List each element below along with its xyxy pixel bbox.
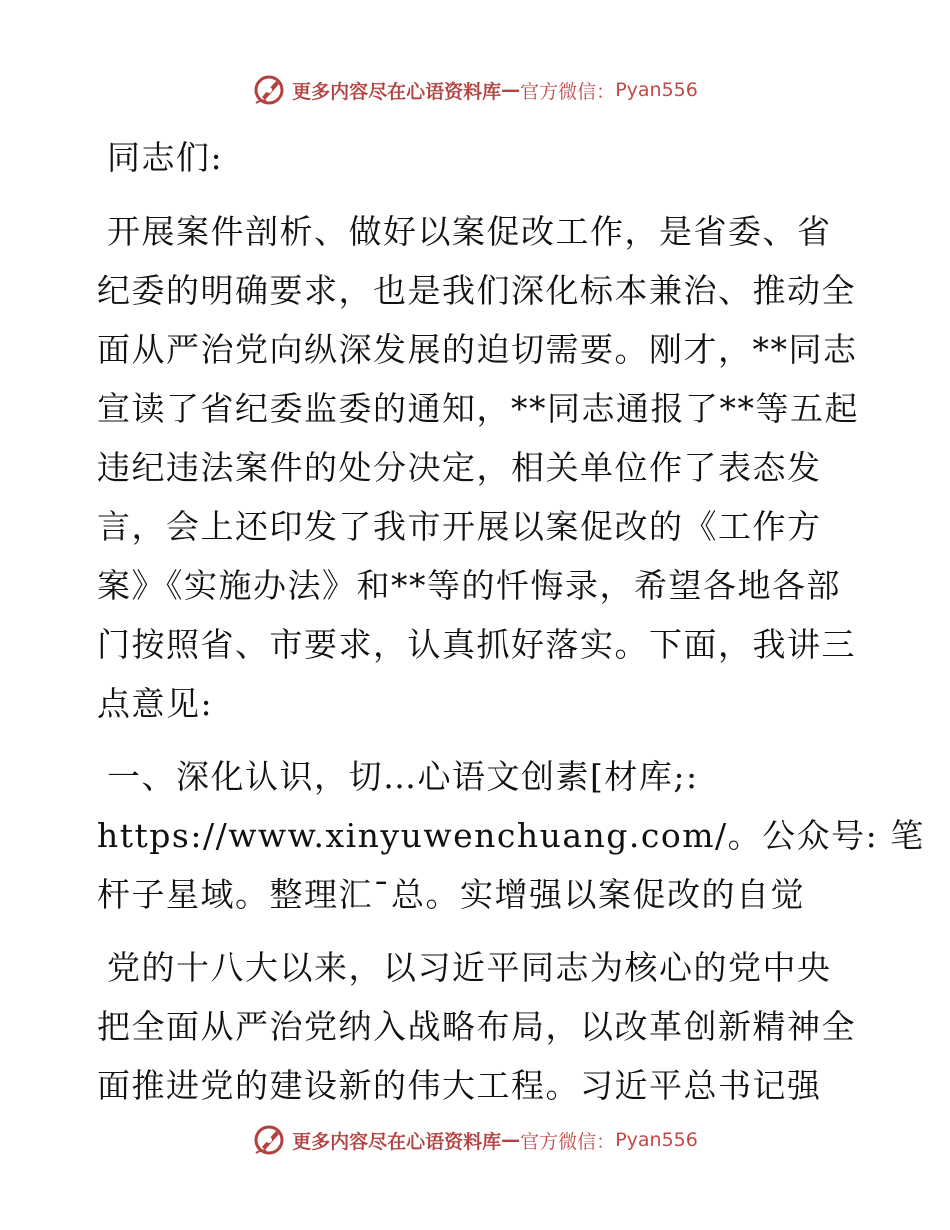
greeting: 同志们: [107,138,224,177]
document-body [97,120,925,1115]
text-line: 案》《实施办法》和**等的忏悔录，希望各地各部 [97,566,841,605]
watermark-wechat-label: 官方微信： [520,1130,616,1153]
footer-watermark [0,1120,950,1160]
text-line: 党的十八大以来，以习近平同志为核心的党中央 [107,948,832,987]
text-line: 面推进党的建设新的伟大工程。习近平总书记强 [97,1066,822,1105]
heading-line: 一、深化认识，切…心语文创素[材库;: [107,757,699,796]
section-heading-1 [97,747,925,924]
text-line: 纪委的明确要求，也是我们深化标本兼治、推动全 [97,271,856,310]
pen-circle-logo-icon [252,1123,286,1157]
text-line: 宣读了省纪委监委的通知，**同志通报了**等五起 [97,389,859,428]
watermark-dash: — [501,1129,521,1151]
text-line: 门按照省、市要求，认真抓好落实。下面，我讲三 [97,625,856,664]
text-line: 点意见: [97,684,214,723]
pen-circle-logo-icon [252,73,286,107]
header-watermark [0,70,950,110]
paragraph-1 [97,202,857,733]
watermark-wechat-label: 官方微信： [520,80,616,103]
text-line: 把全面从严治党纳入战略布局，以改革创新精神全 [97,1007,856,1046]
watermark-wechat-id: Pyan556 [615,1129,698,1151]
text-line: 违纪违法案件的处分决定，相关单位作了表态发 [97,448,822,487]
text-line: 言，会上还印发了我市开展以案促改的《工作方 [97,507,822,546]
watermark-wechat-id: Pyan556 [615,79,698,101]
watermark-site-text: 更多内容尽在心语资料库 [292,1130,502,1153]
heading-line: https://www.xinyuwenchuang.com/。公众号: 笔 [97,816,925,855]
heading-line: 杆子星域。整理汇¯总。实增强以案促改的自觉 [97,875,805,914]
paragraph-2 [97,938,857,1115]
text-line: 面从严治党向纵深发展的迫切需要。刚才，**同志 [97,330,858,369]
watermark-site-text: 更多内容尽在心语资料库 [292,80,502,103]
text-line: 开展案件剖析、做好以案促改工作，是省委、省 [107,212,832,251]
watermark-dash: — [501,79,521,101]
